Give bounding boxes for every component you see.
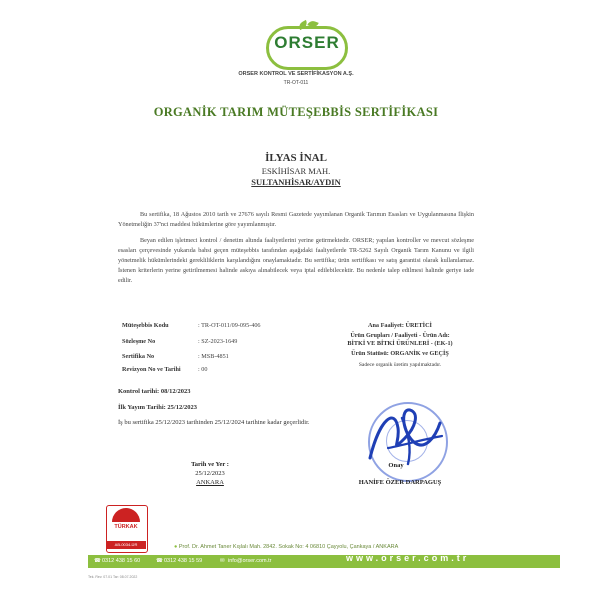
mail-icon: ✉ <box>220 558 225 564</box>
signatory-name: HANİFE ÖZER DARPAGUŞ <box>358 479 442 486</box>
field-value: : TR-OT-011/09-095-406 <box>198 322 261 329</box>
company-name: ORSER KONTROL VE SERTİFİKASYON A.Ş. <box>238 71 354 77</box>
accreditation-id: AB-0034-ÜR <box>114 542 138 547</box>
approval-paragraph: Beyan edilen işletmeci kontrol / denetim altında faaliyetlerini yerine getirmektedir. ORSER; yapılan kontroller ve mevcut sözleşme esasları çerçevesinde yukarıda bahsi geçen müteşebbis tarafından aşağıdaki faaliyetlerde TR-5262 Sayılı Organik Tarım Kanunu ve ilgili yönetmelik hükümlerindeki gerekliliklerin karşılandığını onaylamaktadır. Bu sertifika; ürün sertifikası ve satış garantisi olarak kullanılamaz. İstenen kriterlerin yerine getirilmemesi halinde askıya alınabilecek veya iptal edilebilecektir. Bu nedenle talep edilmesi halinde geriye iade edilir. <box>118 237 474 284</box>
holder-city: SULTANHİSAR/AYDIN <box>251 177 341 187</box>
validity-statement: İş bu sertifika 25/12/2023 tarihinden 25/12/2024 tarihine kadar geçerlidir. <box>118 419 310 426</box>
product-group-value: BİTKİ VE BİTKİ ÜRÜNLERİ - (EK-1) <box>347 340 453 347</box>
phone-icon: ☎ <box>94 558 101 564</box>
footer-phone2: 0312 438 15 59 <box>164 558 203 564</box>
footer-phone1: 0312 438 15 60 <box>102 558 141 564</box>
product-status: Ürün Statüsü: ORGANİK ve GEÇİŞ <box>351 350 449 357</box>
field-label: Revizyon No ve Tarihi <box>122 366 181 373</box>
first-issue-date: İlk Yayım Tarihi: 25/12/2023 <box>118 404 198 411</box>
certificate-title: ORGANİK TARIM MÜTEŞEBBİS SERTİFİKASI <box>153 105 439 119</box>
place-date: 25/12/2023 <box>195 470 225 477</box>
field-value: : MSB-4851 <box>198 353 229 360</box>
footer-website[interactable]: www.orser.com.tr <box>346 553 470 563</box>
field-value: : 00 <box>198 366 208 373</box>
footer-email: info@orser.com.tr <box>228 558 272 564</box>
holder-neighborhood: ESKİHİSAR MAH. <box>261 166 331 176</box>
form-code: Tek. Rev. 07.01 Tar: 08.07.2022 <box>88 575 138 579</box>
footer-address: ● Prof. Dr. Ahmet Taner Kışlalı Mah. 2842. Sokak No: 4 06810 Çayyolu, Çankaya / ANKARA <box>174 544 399 550</box>
control-date: Kontrol tarihi: 08/12/2023 <box>118 388 191 395</box>
footer-contact-bar <box>88 555 560 568</box>
place-city: ANKARA <box>196 479 224 486</box>
approval-label: Onay <box>388 462 404 469</box>
field-label: Müteşebbis Kodu <box>122 322 169 329</box>
intro-paragraph: Bu sertifika, 18 Ağustos 2010 tarih ve 27676 sayılı Resmi Gazetede yayımlanan Organik Tarımın Esasları ve Uygulanmasına İlişkin Yönetmeliğin 37'nci maddesi hükümlerine göre yayımlanmıştır. <box>118 211 474 228</box>
company-code: TR-OT-011 <box>283 80 309 86</box>
fax-icon: ☎ <box>156 558 163 564</box>
field-value: : SZ-2023-1649 <box>198 338 238 345</box>
field-label: Sertifika No <box>122 353 155 360</box>
logo-text: ORSER <box>274 33 340 52</box>
holder-name: İLYAS İNAL <box>265 152 327 164</box>
production-note: Sadece organik üretim yapılmaktadır. <box>358 362 442 368</box>
place-label: Tarih ve Yer : <box>191 461 229 468</box>
field-label: Sözleşme No <box>122 338 156 345</box>
accreditation-brand: TÜRKAK <box>114 524 138 530</box>
product-group-label: Ürün Grupları / Faaliyeti - Ürün Adı: <box>350 332 450 339</box>
main-activity: Ana Faaliyet: ÜRETİCİ <box>368 322 432 329</box>
